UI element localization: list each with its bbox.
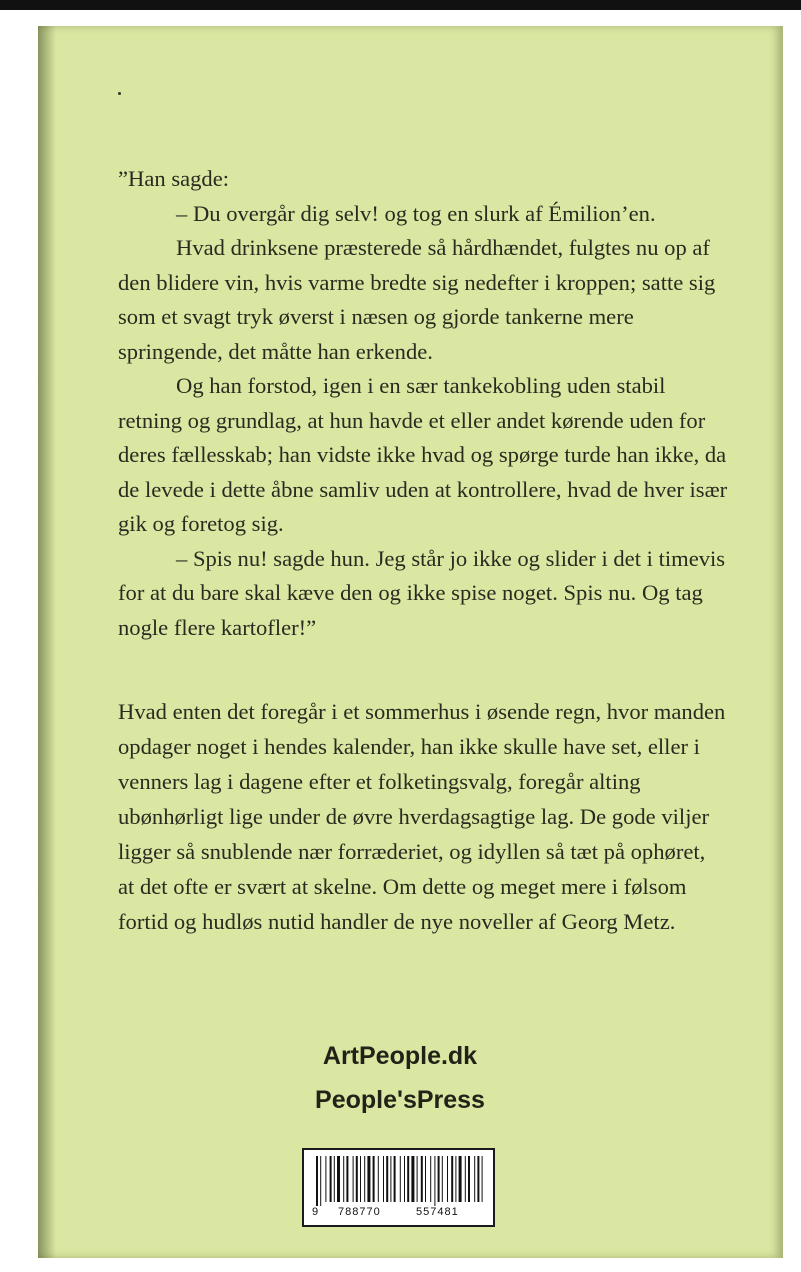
barcode-bar [447,1156,448,1202]
barcode-bar [468,1156,470,1202]
barcode-bar [474,1156,475,1202]
barcode-bar [390,1156,391,1202]
excerpt-quote [118,162,728,645]
barcode-bar [442,1156,443,1202]
barcode-digit-first: 9 [312,1206,320,1218]
barcode-bar [477,1156,479,1202]
barcode-bar [411,1156,414,1202]
barcode-bar [367,1156,370,1202]
barcode-bar [455,1156,456,1202]
barcode-bar [343,1156,344,1202]
barcode-bar [459,1156,462,1202]
publisher-artpeople: ArtPeople.dk [322,1042,478,1070]
excerpt-paragraph: Og han forstod, igen i en sær tankekobling uden stabil retning og grundlag, at hun havde et eller andet kørende uden for deres fællesskab; han vidste ikke hvad og spørge turde han ikke, da de levede i dette åbne samliv uden at kontrollere, hvad de hver især gik og foretog sig. [118,373,728,536]
excerpt-paragraph: – Du overgår dig selv! og tog en slurk af Émilion’en. [176,200,656,226]
barcode-bar [325,1156,326,1202]
book-blurb: Hvad enten det foregår i et sommerhus i øsende regn, hvor manden opdager noget i hendes kalender, han ikke skulle have set, eller i venners lag i dagene efter et folketingsvalg, foregår alting ubønhørligt lige under de øvre hverdagsagtige lag. De gode viljer ligger så snublende nær forræderiet, og idyllen så tæt på ophøret, at det ofte er svært at skelne. Om dette og meget mere i følsom fortid og hudløs nutid handler de nye noveller af Georg Metz. [118,699,726,934]
barcode-bar [425,1156,426,1202]
barcode-bar [451,1156,453,1202]
barcode-bar [353,1156,354,1202]
barcode-bar [438,1156,440,1202]
barcode-bar [346,1156,348,1202]
barcode-bar [386,1156,388,1202]
publisher-peoplespress: People'sPress [315,1086,485,1114]
barcode-bar [320,1156,321,1206]
isbn-barcode [302,1148,495,1227]
barcode-bar [407,1156,409,1202]
barcode-bar [400,1156,401,1202]
barcode-bar [383,1156,384,1202]
barcode-bar [316,1156,318,1206]
top-edge [0,0,801,10]
excerpt-paragraph: Hvad drinksene præsterede så hårdhændet, fulgtes nu op af den blidere vin, hvis varme bredte sig nedefter i kroppen; satte sig som et svagt tryk øverst i næsen og gjorde tankerne mere springende, det måtte han erkende. [118,235,716,364]
barcode-bar [465,1156,466,1202]
barcode-bar [394,1156,396,1202]
barcode-bar [364,1156,365,1202]
print-speck [118,92,121,95]
spine-shadow [38,26,56,1258]
barcode-bar [417,1156,418,1202]
barcode-group-left: 788770 [338,1206,381,1218]
barcode-bar [334,1156,335,1202]
barcode-bar [378,1156,379,1202]
barcode-bar [430,1156,431,1202]
excerpt-paragraph: ”Han sagde: [118,166,230,191]
barcode-bars-icon [312,1156,487,1206]
excerpt-paragraph: – Spis nu! sagde hun. Jeg står jo ikke og slider i det i timevis for at du bare skal kæve den og ikke spise noget. Spis nu. Og tag nogle flere kartofler!” [118,545,726,640]
barcode-bar [360,1156,361,1202]
barcode-bar [404,1156,405,1202]
barcode-bar [330,1156,332,1202]
barcode-group-right: 557481 [416,1206,459,1218]
barcode-bar [421,1156,423,1202]
barcode-bar [434,1156,435,1206]
barcode-bar [373,1156,375,1202]
barcode-bar [356,1156,358,1202]
barcode-bar [337,1156,340,1202]
barcode-bar [482,1156,483,1202]
